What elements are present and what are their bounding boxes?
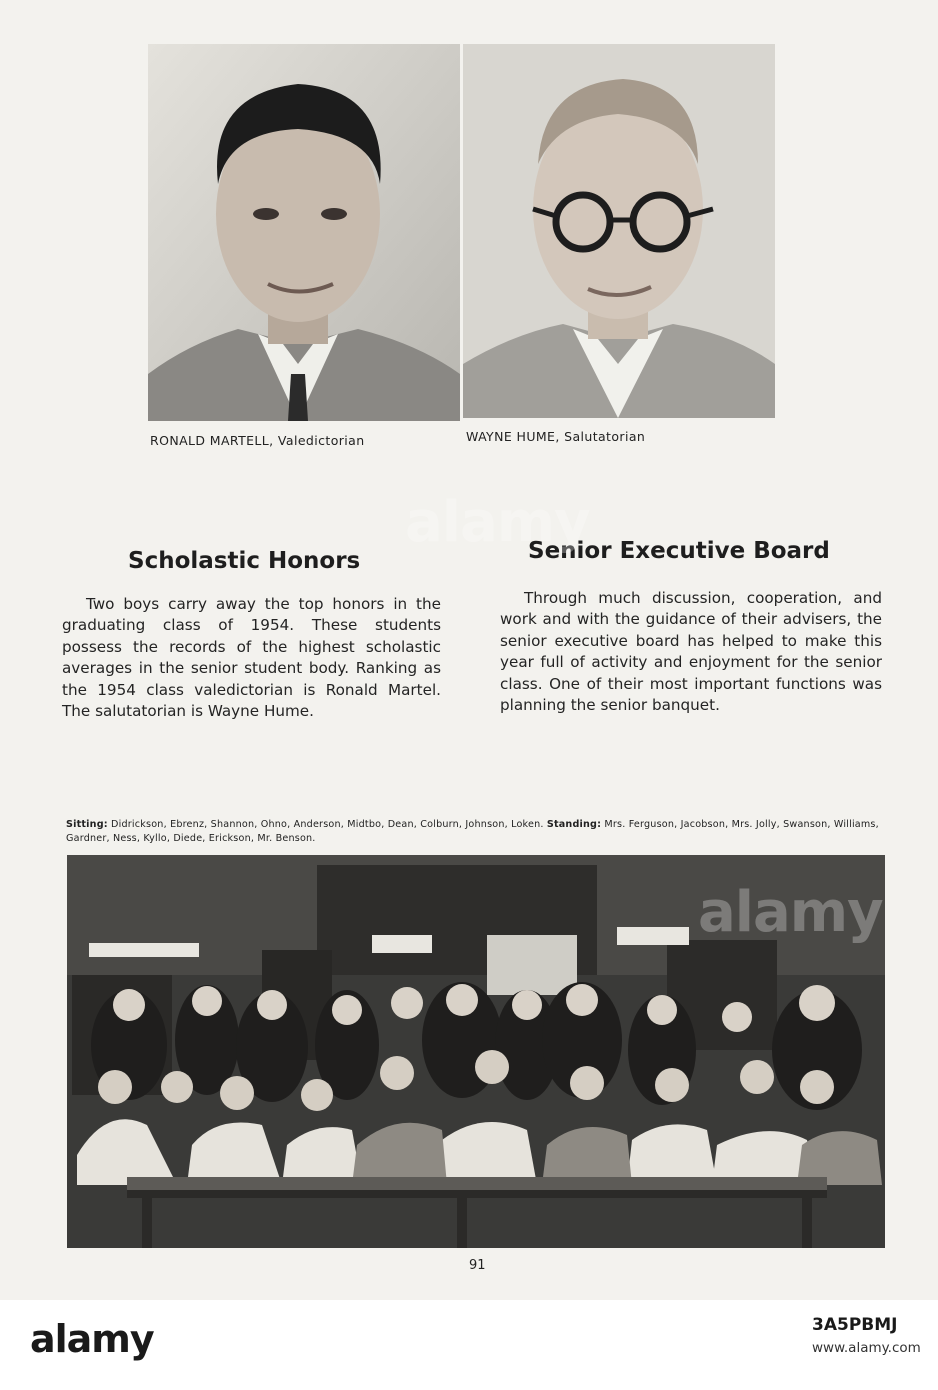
paragraph-scholastic-honors: Two boys carry away the top honors in the graduating class of 1954. These students possess the records of the highest scholastic averages in the senior student body. Ranking as the 1954 class valedictorian is Ronald Martel. The salutatorian is Wayne Hume. (62, 595, 441, 721)
caption-salutatorian: WAYNE HUME, Salutatorian (466, 429, 646, 444)
heading-senior-executive-board: Senior Executive Board (528, 538, 830, 564)
standing-label: Standing: (546, 819, 602, 830)
standing-names: Mrs. Ferguson, Jacobson, Mrs. Jolly, Swanson, Williams, Gardner, Ness, Kyllo, Diede, Erickson, Mr. Benson. (66, 819, 879, 844)
portrait-photo-ronald-martell (148, 44, 460, 421)
page-number: 91 (469, 1258, 486, 1273)
caption-title: Salutatorian (564, 429, 646, 444)
caption-name: WAYNE HUME (466, 429, 556, 444)
caption-title: Valedictorian (277, 433, 365, 448)
portrait-photo-wayne-hume (463, 44, 775, 418)
sitting-names: Didrickson, Ebrenz, Shannon, Ohno, Anderson, Midtbo, Dean, Colburn, Johnson, Loken. (111, 819, 544, 830)
alamy-logo: alamy (30, 1317, 154, 1361)
heading-scholastic-honors: Scholastic Honors (128, 548, 361, 574)
image-id-label: 3A5PBMJ (812, 1315, 898, 1335)
caption-valedictorian: RONALD MARTELL, Valedictorian (150, 433, 365, 448)
caption-name: RONALD MARTELL (150, 433, 270, 448)
group-photo-executive-board (67, 855, 885, 1248)
sitting-label: Sitting: (66, 819, 108, 830)
watermark-overlay: alamy (405, 490, 590, 555)
group-photo-caption (66, 818, 886, 846)
paragraph-senior-executive-board: Through much discussion, cooperation, and work and with the guidance of their advisers, the senior executive board has helped to make this year full of activity and enjoyment for the senior class. One of their most important functions was planning the senior banquet. (500, 589, 882, 715)
site-url-label: www.alamy.com (812, 1340, 921, 1356)
watermark-overlay: alamy (698, 880, 883, 945)
